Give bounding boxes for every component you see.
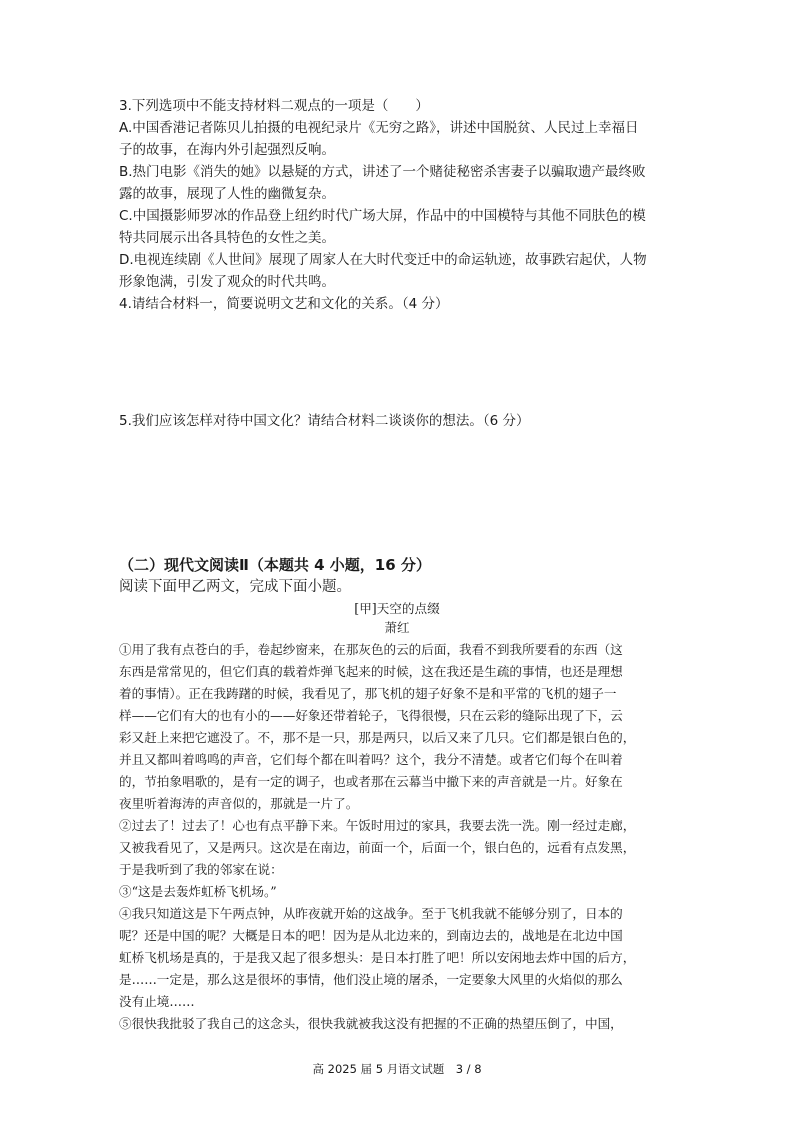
paragraph-4-line: 呢？还是中国的呢？大概是日本的吧！因为是从北边来的，到南边去的，战地是在北边中国 <box>119 928 623 943</box>
passage-title: [甲]天空的点缀 <box>354 601 440 616</box>
passage-author: 萧红 <box>384 620 410 635</box>
paragraph-2-line: 又被我看见了，又是两只。这次是在南边，前面一个，后面一个，银白色的，远看有点发黑， <box>119 840 636 855</box>
option-b-line-1: B.热门电影《消失的她》以悬疑的方式，讲述了一个赌徒秘密杀害妻子以骗取遗产最终败 <box>119 164 646 180</box>
paragraph-1-line: 彩又赶上来把它遮没了。不，那不是一只，那是两只，以后又来了几只。它们都是银白色的， <box>119 730 636 745</box>
paragraph-1-line: 样——它们有大的也有小的——好象还带着轮子，飞得很慢，只在云彩的缝际出现了下，云 <box>119 708 623 723</box>
option-c-line-2: 特共同展示出各具特色的女性之美。 <box>119 230 335 246</box>
paragraph-2-line: 于是我听到了我的邻家在说： <box>119 862 283 877</box>
paragraph-4-line: ④我只知道这是下午两点钟，从昨夜就开始的这战争。至于飞机我就不能够分别了，日本的 <box>119 906 623 921</box>
paragraph-4-line: 虹桥飞机场是真的，于是我又起了很多想头：是日本打胜了吧！所以安闲地去炸中国的后方， <box>119 950 636 965</box>
page-footer: 高 2025 届 5 月语文试题 3 / 8 <box>312 1062 482 1076</box>
option-c-line-1: C.中国摄影师罗冰的作品登上纽约时代广场大屏，作品中的中国模特与其他不同肤色的模 <box>119 208 646 224</box>
option-d-line-2: 形象饱满，引发了观众的时代共鸣。 <box>119 274 335 290</box>
paragraph-1-line: 东西是常常见的，但它们真的载着炸弹飞起来的时候，这在我还是生疏的事情，也还是理想 <box>119 664 623 679</box>
paragraph-4-line: 是……一定是，那么这是很坏的事情，他们没止境的屠杀，一定要象大风里的火焰似的那么 <box>119 972 623 987</box>
paragraph-4-line: 没有止境…… <box>119 994 195 1009</box>
paragraph-1-line: 着的事情）。正在我踌躇的时候，我看见了，那飞机的翅子好象不是和平常的飞机的翅子一 <box>119 686 617 701</box>
option-d-line-1: D.电视连续剧《人世间》展现了周家人在大时代变迁中的命运轨迹，故事跌宕起伏，人物 <box>119 252 647 268</box>
option-a-line-2: 子的故事，在海内外引起强烈反响。 <box>119 142 335 158</box>
paragraph-1-line: 夜里听着海涛的声音似的，那就是一片了。 <box>119 796 359 811</box>
paragraph-3: ③“这是去轰炸虹桥飞机场。” <box>119 884 277 899</box>
option-a-line-1: A.中国香港记者陈贝儿拍摄的电视纪录片《无穷之路》，讲述中国脱贫、人民过上幸福日 <box>119 120 639 136</box>
section-instruction: 阅读下面甲乙两文，完成下面小题。 <box>119 579 351 595</box>
paragraph-1-line: 的，节拍象唱歌的，是有一定的调子，也或者那在云幕当中撤下来的声音就是一片。好象在 <box>119 774 623 789</box>
paragraph-2-line: ②过去了！过去了！心也有点平静下来。午饭时用过的家具，我要去洗一洗。刚一经过走廊， <box>119 818 636 833</box>
question-4: 4.请结合材料一，简要说明文艺和文化的关系。（4 分） <box>119 296 449 312</box>
question-5: 5.我们应该怎样对待中国文化？请结合材料二谈谈你的想法。（6 分） <box>119 413 530 429</box>
paragraph-1-line: ①用了我有点苍白的手，卷起纱窗来，在那灰色的云的后面，我看不到我所要看的东西（这 <box>119 642 623 657</box>
paragraph-5-line: ⑤很快我批驳了我自己的这念头，很快我就被我这没有把握的不正确的热望压倒了，中国， <box>119 1016 623 1031</box>
option-b-line-2: 露的故事，展现了人性的幽微复杂。 <box>119 186 335 202</box>
question-3-stem: 3.下列选项中不能支持材料二观点的一项是（ ） <box>119 98 429 114</box>
paragraph-1-line: 并且又都叫着鸣鸣的声音，它们每个都在叫着吗？这个，我分不清楚。或者它们每个在叫着 <box>119 752 623 767</box>
section-heading: （二）现代文阅读Ⅱ（本题共 4 小题，16 分） <box>119 556 431 574</box>
